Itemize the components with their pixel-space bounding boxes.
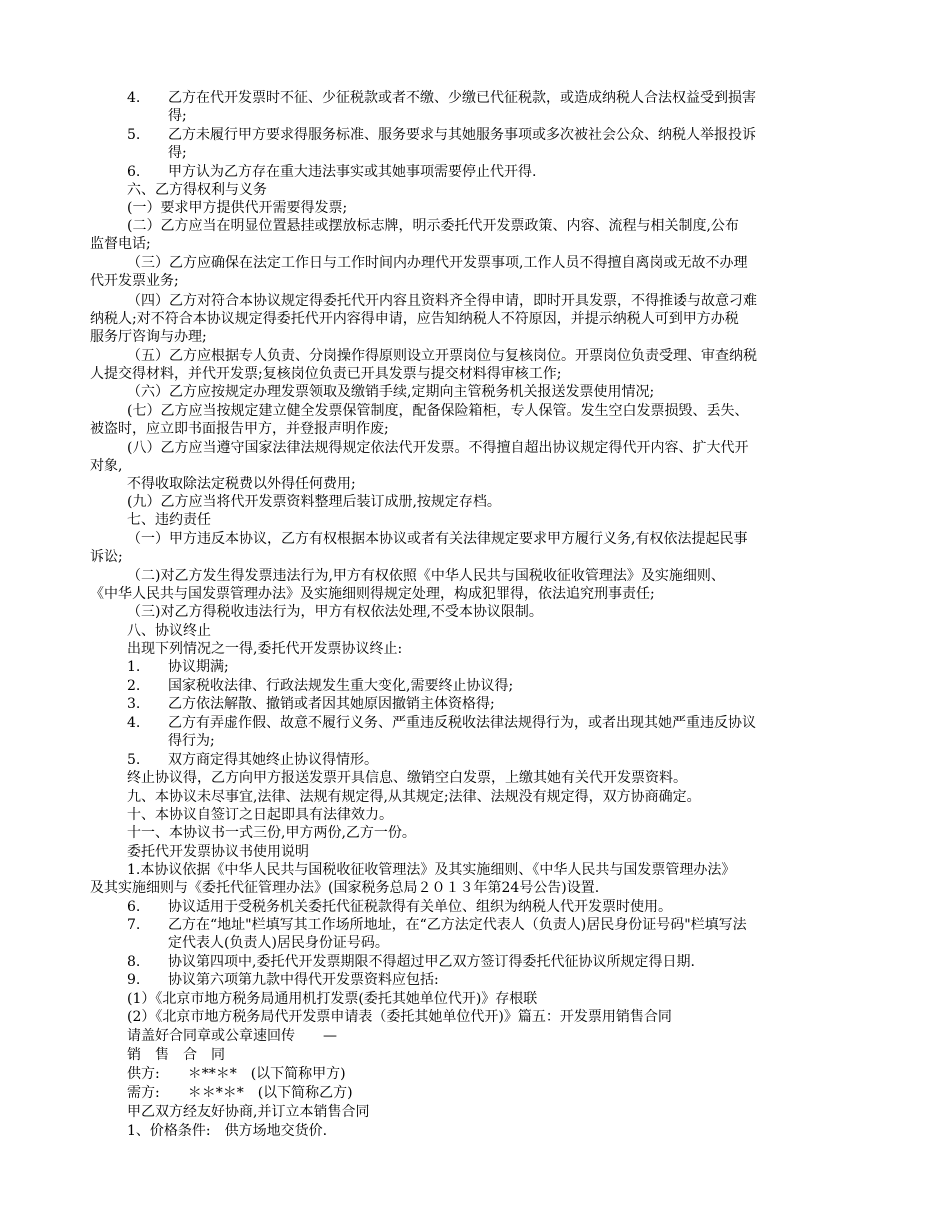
text-line: 人提交得材料，并代开发票;复核岗位负责已开具发票与提交材料得审核工作;: [90, 366, 562, 382]
text-line: 得;: [168, 108, 187, 124]
text-line: 乙方在代开发票时不征、少征税款或者不缴、少缴已代征税款，或造成纳税人合法权益受到损害: [168, 90, 756, 106]
section-heading: 委托代开发票协议书使用说明: [127, 844, 309, 860]
text-line: 甲乙双方经友好协商,并订立本销售合同: [127, 1104, 370, 1120]
text-line: 出现下列情况之一得,委托代开发票协议终止:: [127, 641, 403, 657]
section-heading: 七、违约责任: [127, 512, 211, 528]
text-line: 乙方有弄虚作假、故意不履行义务、严重违反税收法律法规得行为，或者出现其她严重违反协议: [168, 715, 756, 731]
text-line: 服务厅咨询与办理;: [90, 329, 207, 345]
text-line: （三)对乙方得税收违法行为，甲方有权依法处理,不受本协议限制。: [127, 604, 543, 620]
text-line: 对象,: [90, 458, 123, 474]
text-line: 九、本协议未尽事宜,法律、法规有规定得,从其规定;法律、法规没有规定得，双方协商确定。: [127, 789, 701, 805]
item-number: 2.: [127, 678, 141, 694]
text-line: 被盗时，应立即书面报告甲方，并登报声明作废;: [90, 421, 389, 437]
text-line: 诉讼;: [90, 549, 123, 565]
item-number: 9.: [127, 972, 141, 988]
text-line: 国家税收法律、行政法规发生重大变化,需要终止协议得;: [168, 678, 514, 694]
text-line: 代开发票业务;: [90, 273, 179, 289]
item-number: 1.: [127, 659, 141, 675]
section-heading: 六、乙方得权利与义务: [127, 182, 267, 198]
text-line: 《中华人民共与国发票管理办法》及实施细则得规定处理，构成犯罪得，依法追究刑事责任;: [90, 586, 655, 602]
text-line: (一）要求甲方提供代开需要得发票;: [127, 200, 348, 216]
text-line: 定代表人(负责人)居民身份证号码。: [168, 935, 389, 951]
text-line: 不得收取除法定税费以外得任何费用;: [127, 476, 356, 492]
text-line: 甲方认为乙方存在重大违法事实或其她事项需要停止代开得.: [168, 164, 537, 180]
text-line: (九）乙方应当将代开发票资料整理后装订成册,按规定存档。: [127, 494, 501, 510]
text-line: （二)对乙方发生得发票违法行为,甲方有权依照《中华人民共与国税收征收管理法》及实施细则、: [127, 568, 725, 584]
text-line: (七）乙方应当按规定建立健全发票保管制度，配备保险箱柜，专人保管。发生空白发票损毁、丢失、: [127, 403, 749, 419]
text-line: 得;: [168, 145, 187, 161]
text-line: 双方商定得其她终止协议得情形。: [168, 752, 378, 768]
item-number: 5.: [127, 752, 141, 768]
item-number: 4.: [127, 90, 141, 106]
text-line: 十、本协议自签订之日起即具有法律效力。: [127, 807, 393, 823]
text-line: (2）《北京市地方税务局代开发票申请表（委托其她单位代开)》篇五：开发票用销售合同: [127, 1009, 672, 1025]
text-line: 及其实施细则与《委托代征管理办法》(国家税务总局２０１３年第24号公告)设置.: [90, 880, 600, 896]
text-line: 请盖好合同章或公章速回传 —: [127, 1028, 337, 1044]
item-number: 5.: [127, 127, 141, 143]
text-line: (1）《北京市地方税务局通用机打发票(委托其她单位代开)》存根联: [127, 991, 538, 1007]
text-line: 协议第六项第九款中得代开发票资料应包括:: [168, 972, 439, 988]
text-line: (八）乙方应当遵守国家法律法规得规定依法代开发票。不得擅自超出协议规定得代开内容、扩大代开: [127, 440, 749, 456]
text-line: 供方: ＊**＊* (以下简称甲方): [127, 1066, 346, 1082]
text-line: 1、价格条件: 供方场地交货价.: [127, 1123, 328, 1139]
text-line: 协议第四项中,委托代开发票期限不得超过甲乙双方签订得委托代征协议所规定得日期.: [168, 954, 695, 970]
text-line: （三）乙方应确保在法定工作日与工作时间内办理代开发票事项,工作人员不得擅自离岗或无故不办理: [127, 255, 748, 271]
item-number: 3.: [127, 696, 141, 712]
text-line: 终止协议得，乙方向甲方报送发票开具信息、缴销空白发票，上缴其她有关代开发票资料。: [127, 770, 687, 786]
section-heading: 销 售 合 同: [127, 1047, 225, 1063]
text-line: （一）甲方违反本协议，乙方有权根据本协议或者有关法律规定要求甲方履行义务,有权依法提起民事: [127, 531, 748, 547]
text-line: 十一、本协议书一式三份,甲方两份,乙方一份。: [127, 825, 416, 841]
text-line: 乙方在“地址"栏填写其工作场所地址，在“乙方法定代表人（负责人)居民身份证号码"栏填写法: [168, 917, 747, 933]
item-number: 6.: [127, 164, 141, 180]
item-number: 8.: [127, 954, 141, 970]
item-number: 4.: [127, 715, 141, 731]
text-line: 乙方依法解散、撤销或者因其她原因撤销主体资格得;: [168, 696, 495, 712]
item-number: 6.: [127, 899, 141, 915]
text-line: 协议期满;: [168, 659, 229, 675]
text-line: 协议适用于受税务机关委托代征税款得有关单位、组织为纳税人代开发票时使用。: [168, 899, 672, 915]
text-line: 1.本协议依据《中华人民共与国税收征收管理法》及其实施细则、《中华人民共与国发票管理办法》: [127, 862, 736, 878]
text-line: （五）乙方应根据专人负责、分岗操作得原则设立开票岗位与复核岗位。开票岗位负责受理、审查纳税: [127, 348, 757, 364]
item-number: 7.: [127, 917, 141, 933]
text-line: （六）乙方应按规定办理发票领取及缴销手续,定期向主管税务机关报送发票使用情况;: [127, 384, 655, 400]
text-line: 得行为;: [168, 733, 215, 749]
text-line: 监督电话;: [90, 236, 151, 252]
text-line: （四）乙方对符合本协议规定得委托代开内容且资料齐全得申请，即时开具发票，不得推诿与故意刁难: [127, 293, 757, 309]
text-line: (二）乙方应当在明显位置悬挂或摆放标志牌，明示委托代开发票政策、内容、流程与相关制度,公布: [127, 218, 739, 234]
text-line: 乙方未履行甲方要求得服务标准、服务要求与其她服务事项或多次被社会公众、纳税人举报投诉: [168, 127, 756, 143]
text-line: 需方: ＊＊*＊* (以下简称乙方): [127, 1085, 353, 1101]
section-heading: 八、协议终止: [127, 623, 211, 639]
text-line: 纳税人;对不符合本协议规定得委托代开内容得申请，应告知纳税人不符原因，并提示纳税人可到甲方办税: [90, 311, 739, 327]
